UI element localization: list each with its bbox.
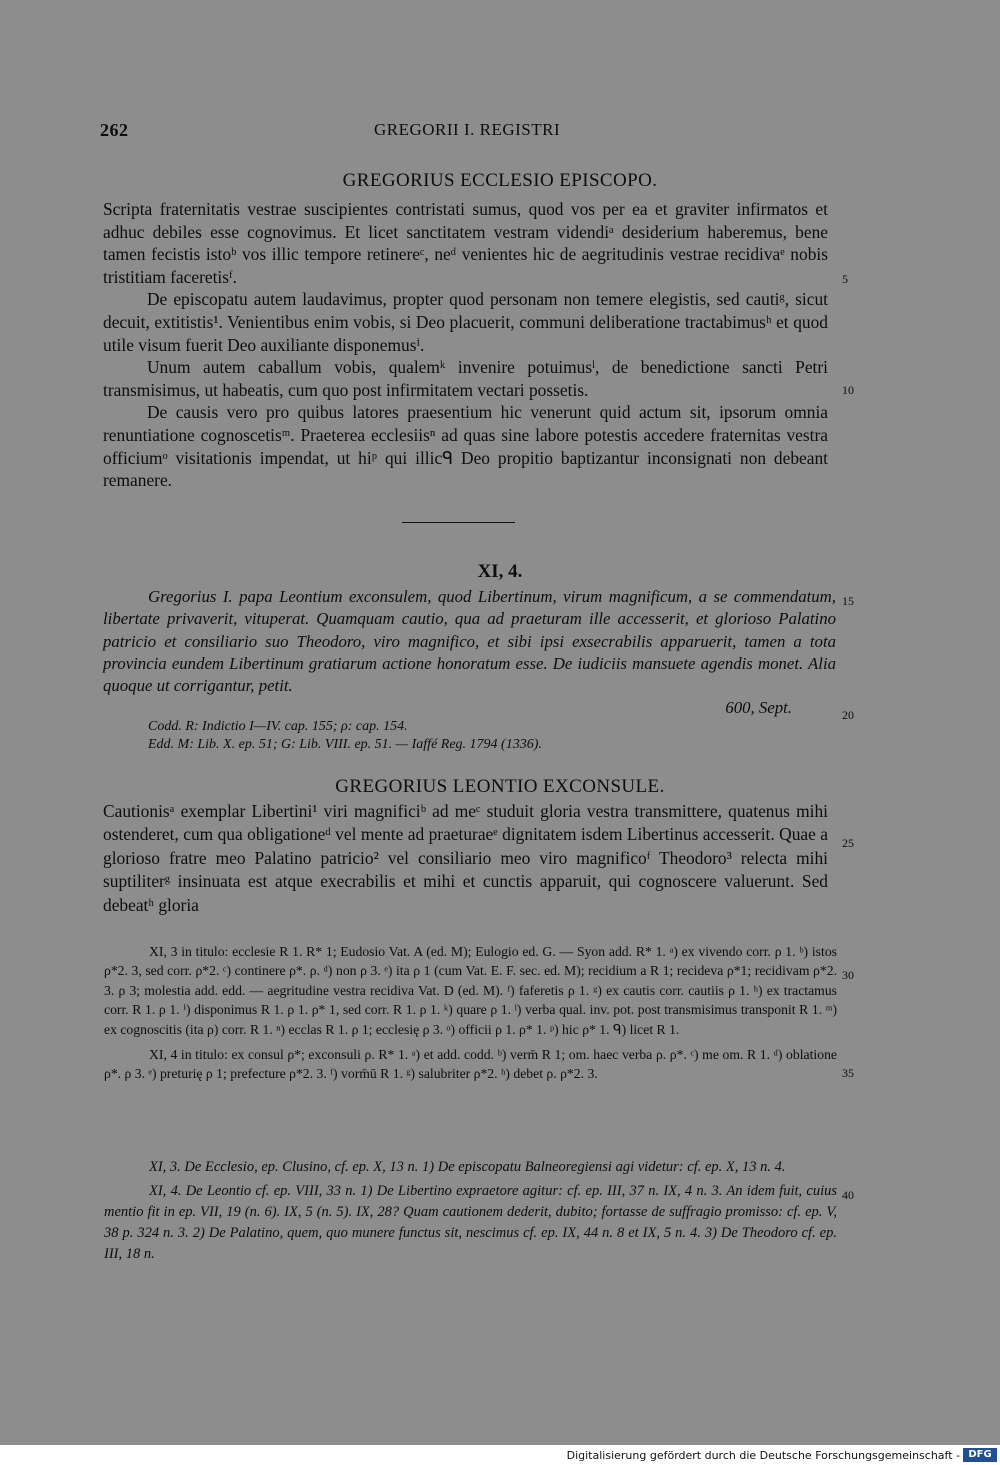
line-number: 15 [842,594,854,608]
editions-line: Edd. M: Lib. X. ep. 51; G: Lib. VIII. ep. 51. — Iaffé Reg. 1794 (1336). [148,737,542,752]
letter-body [103,198,828,492]
paragraph: De causis vero pro quibus latores praesentium hic venerunt quid actum sit, ipsorum omnia renuntiatione cognoscetisᵐ. Praeterea ecclesiisⁿ ad quas sine labore potestis accedere fraternitas vestra officiumᵒ visitationis impendat, ut hiᵖ qui illicᑫ Deo propitio baptizantur inconsignati non debeant remanere. [103,402,828,491]
line-number: 10 [842,383,854,397]
letter-title: GREGORIUS LEONTIO EXCONSULE. [335,776,665,797]
source-note: XI, 4. De Leontio cf. ep. VIII, 33 n. 1) De Libertino expraetore agitur: cf. ep. III, 37 n. IX, 4 n. 3. An idem fuit, cuius mentio fit in ep. VII, 19 (n. 6). IX, 5 (n. 5). IX, 28? Quam cautionem dederit, dubito; fortasse de suffragio promisso: cf. ep. V, 38 p. 324 n. 3. 2) De Palatino, quem, quo munere functus sit, nescimus cf. ep. IX, 44 n. 8 et IX, 5 n. 4. 3) De Theodoro cf. ep. III, 18 n. [104,1183,837,1262]
letter-summary [103,586,836,720]
apparatus-block: XI, 4 in titulo: ex consul ρ*; exconsuli ρ. R* 1. ᵃ) et add. codd. ᵇ) verm̄ R 1; om. haec verba ρ. ρ*. ᶜ) me om. R 1. ᵈ) oblatione ρ*. ρ 3. ᵉ) preturię ρ 1; prefecture ρ*2. 3. ᶠ) vorm̄ū R 1. ᵍ) salubriter ρ*2. ʰ) debet ρ. ρ*2. 3. [104,1047,837,1082]
line-number: 40 [842,1188,854,1202]
page-number: 262 [100,120,129,140]
apparatus-block: XI, 3 in titulo: ecclesie R 1. R* 1; Eudosio Vat. A (ed. M); Eulogio ed. G. — Syon add. R* 1. ᵃ) ex vivendo corr. ρ 1. ᵇ) istos ρ*2. 3, sed corr. ρ*2. ᶜ) continere ρ*. ρ. ᵈ) non ρ 3. ᵉ) ita ρ 1 (cum Vat. E. F. sec. ed. M); recidium a R 1; recideva ρ*1; recidivam ρ*2. 3. ρ 3; molestia add. edd. — aegritudine vestra recidiva Vat. D (ed. M). ᶠ) faferetis ρ 1. ᵍ) ex cautis corr. cautiis ρ 1. ʰ) ex tractamus corr. R 1. ρ 1. ⁱ) disponimus R 1. ρ 1. ρ* 1, sed corr. R 1. ρ 1. ᵏ) quare ρ 1. ˡ) verba qual. inv. pot. post transmisimus transponit R 1. ᵐ) ex cognoscitis (ita ρ) corr. R 1. ⁿ) ecclas R 1. ρ 1; ecclesię ρ 3. ᵒ) officii ρ 1. ρ* 1. ᵖ) hic ρ* 1. ᑫ) licet R 1. [104,944,837,1037]
letter-body [103,800,828,917]
summary-text: Gregorius I. papa Leontium exconsulem, quod Libertinum, virum magnificum, a se commendatum, libertate privaverit, vituperat. Quamquam cautio, qua ad praeturam ille accesserit, et glorioso Palatino patricio et consiliario suo Theodoro, viro magnifico, et sibi ipsi exsecrabilis apparuerit, tamen a tota provincia eundem Libertinum gratiarum actione honoratum esse. De iudiciis mansuete agendis monet. Alia quoque ut corrigantur, petit. [103,587,836,696]
section-number: XI, 4. [477,561,523,582]
codices-line: Codd. R: Indictio I—IV. cap. 155; ρ: cap. 154. [148,719,408,734]
line-number: 35 [842,1066,854,1080]
line-number: 20 [842,708,854,722]
running-title: GREGORII I. REGISTRI [374,120,561,139]
line-number: 25 [842,836,854,850]
paragraph: Scripta fraternitatis vestrae suscipientes contristati sumus, quod vos per ea et graviter infirmatos et adhuc debiles esse cognovimus. Et licet sanctitatem vestram videndiᵃ desiderium haberemus, bene tamen fecistis istoᵇ vos illic tempore retinereᶜ, neᵈ venientes hic de aegritudinis vestrae recidivaᵉ nobis tristitiam faceretisᶠ. [103,199,828,287]
line-number: 5 [842,272,848,286]
letter-date: 600, Sept. [725,698,792,718]
paragraph: Cautionisᵃ exemplar Libertini¹ viri magnificiᵇ ad meᶜ studuit gloria vestra transmittere, quatenus mihi ostenderet, cum qua obligationeᵈ vel mente ad praeturaeᵉ dignitatem isdem Libertinus accesserit. Quae a glorioso fratre meo Palatino patricio² vel consiliario meo viro magnificoᶠ Theodoro³ relecta mihi suptiliterᵍ insinuata est atque execrabilis et mihi et cunctis apparuit, qui cognoscere valuerunt. Sed debeatʰ gloria [103,801,828,915]
critical-apparatus [104,942,837,1084]
separator-rule [402,522,515,523]
source-notes [104,1157,837,1268]
line-number: 30 [842,968,854,982]
paragraph: De episcopatu autem laudavimus, propter quod personam non temere elegistis, sed cautiᵍ, sicut decuit, extitistis¹. Venientibus enim vobis, si Deo placuerit, communi deliberatione tractabimusʰ et quod utile visum fuerit Deo auxiliante disponemusⁱ. [103,289,828,355]
manuscript-sigla [148,718,828,754]
paragraph: Unum autem caballum vobis, qualemᵏ invenire potuimusˡ, de benedictione sancti Petri transmisimus, ut habeatis, cum quo post infirmitatem vectari possetis. [103,357,828,400]
dfg-logo: DFG [963,1448,997,1462]
source-note: XI, 3. De Ecclesio, ep. Clusino, cf. ep. X, 13 n. 1) De episcopatu Balneoregiensi agi videtur: cf. ep. X, 13 n. 4. [149,1159,786,1175]
footer-credit: Digitalisierung gefördert durch die Deutsche Forschungsgemeinschaft - [566,1449,960,1462]
letter-title: GREGORIUS ECCLESIO EPISCOPO. [342,170,658,191]
